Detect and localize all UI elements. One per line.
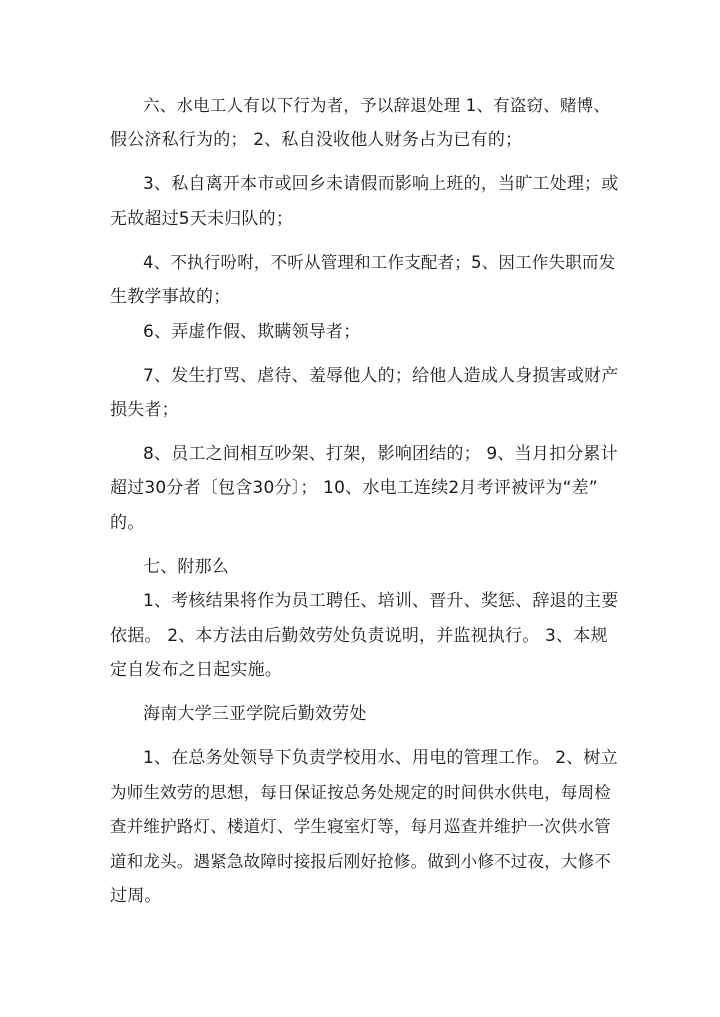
text-line: 道和龙头。遇紧急故障时接报后刚好抢修。做到小修不过夜，大修不 [110, 852, 611, 871]
text-line: 1、考核结果将作为员工聘任、培训、晋升、奖惩、辞退的主要 [143, 591, 619, 611]
text-line: 查并维护路灯、楼道灯、学生寝室灯等，每月巡查并维护一次供水管 [110, 817, 611, 836]
text-line: 依据。 2、本方法由后勤效劳处负责说明，并监视执行。 3、本规 [110, 626, 608, 646]
text-line: 1、在总务处领导下负责学校用水、用电的管理工作。 2、树立 [143, 748, 618, 768]
text-line: 为师生效劳的思想，每日保证按总务处规定的时间供水供电，每周检 [110, 783, 611, 802]
text-line: 定自发布之日起实施。 [110, 660, 282, 680]
text-line: 假公济私行为的； 2、私自没收他人财务占为已有的； [110, 130, 523, 150]
section-heading: 七、附那么 [143, 557, 229, 577]
section-heading: 海南大学三亚学院后勤效劳处 [143, 704, 367, 724]
text-line: 过周。 [110, 886, 162, 906]
text-line: 生教学事故的； [110, 287, 231, 307]
text-line: 的。 [110, 513, 145, 533]
text-line: 3、私自离开本市或回乡未请假而影响上班的，当旷工处理；或 [143, 174, 619, 194]
text-line: 8、员工之间相互吵架、打架，影响团结的； 9、当月扣分累计 [143, 444, 618, 464]
text-line: 4、不执行吩咐，不听从管理和工作支配者；5、因工作失职而发 [143, 253, 616, 272]
text-line: 6、弄虚作假、欺瞒领导者； [143, 322, 361, 342]
text-line: 超过30分者〔包含30分〕； 10、水电工连续2月考评被评为“差” [110, 478, 598, 498]
text-line: 损失者； [110, 400, 179, 420]
text-line: 无故超过5天未归队的； [110, 209, 294, 229]
text-line: 六、水电工人有以下行为者，予以辞退处理 1、有盗窃、赌博、 [143, 96, 611, 115]
text-line: 7、发生打骂、虐待、羞辱他人的；给他人造成人身损害或财产 [143, 366, 619, 386]
